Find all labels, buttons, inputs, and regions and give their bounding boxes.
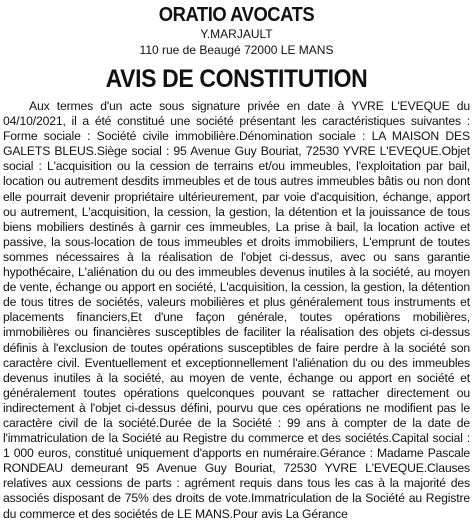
notice-title: AVIS DE CONSTITUTION <box>105 65 368 93</box>
firm-address: 110 rue de Beaugé 72000 LE MANS <box>139 43 334 57</box>
firm-name: ORATIO AVOCATS <box>158 4 315 26</box>
notice-body: Aux termes d'un acte sous signature privée en date à YVRE L'EVEQUE du 04/10/2021, il a été constitué une société présentant les caractéristiques suivantes : Forme sociale : Société civile immobilière.Dénomination sociale : LA MAISON DES GALETS BLEUS.Siège social : 95 Avenue Guy Bouriat, 72530 YVRE L'EVEQUE.Objet social : L'acquisition ou la cession de terrains et/ou immeubles, l'exploitation par bail, location ou autrement desdits immeubles et de tous autres immeubles bâtis ou non dont elle pourrait devenir propriétaire ultérieurement, par voie d'acquisition, échange, apport ou autrement, L'acquisition, la cession, la gestion, la détention et la jouissance de tous biens mobiliers destinés à garnir ces immeubles, La prise à bail, la location active et passive, la sous-location de tous immeubles et droits immobiliers, L'emprunt de toutes sommes nécessaires à la réalisation de l'objet ci-dessus, avec ou sans garantie hypothécaire, L'aliénation du ou des immeubles devenus inutiles à la société, au moyen de vente, échange ou apport en société, L'acquisition, la cession, la gestion, la détention de tous titres de sociétés, valeurs mobilières et plus généralement tous instruments et placements financiers,Et d'une façon générale, toutes opérations mobilières, immobilières ou financières susceptibles de faciliter la réalisation des objets ci-dessus définis à l'exclusion de toutes opérations susceptibles de faire perdre à la société son caractère civil. Eventuellement et exceptionnellement l'aliénation du ou des immeubles devenus inutiles à la société, au moyen de vente, échange ou apport en société et généralement toutes opérations quelconques pouvant se rattacher directement ou indirectement à l'objet ci-dessus défini, pourvu que ces opérations ne modifient pas le caractère civil de la société.Durée de la Société : 99 ans à compter de la date de l'immatriculation de la Société au Registre du commerce et des sociétés.Capital social : 1 000 euros, constitué uniquement d'apports en numéraire.Gérance : Madame Pascale RONDEAU demeurant 95 Avenue Guy Bouriat, 72530 YVRE L'EVEQUE.Clauses relatives aux cessions de parts : agrément requis dans tous les cas à la majorité des associés disposant de 75% des droits de vote.Immatriculation de la Société au Registre du commerce et des sociétés de LE MANS.Pour avis La Gérance <box>3 99 470 521</box>
firm-contact-name: Y.MARJAULT <box>200 27 273 41</box>
